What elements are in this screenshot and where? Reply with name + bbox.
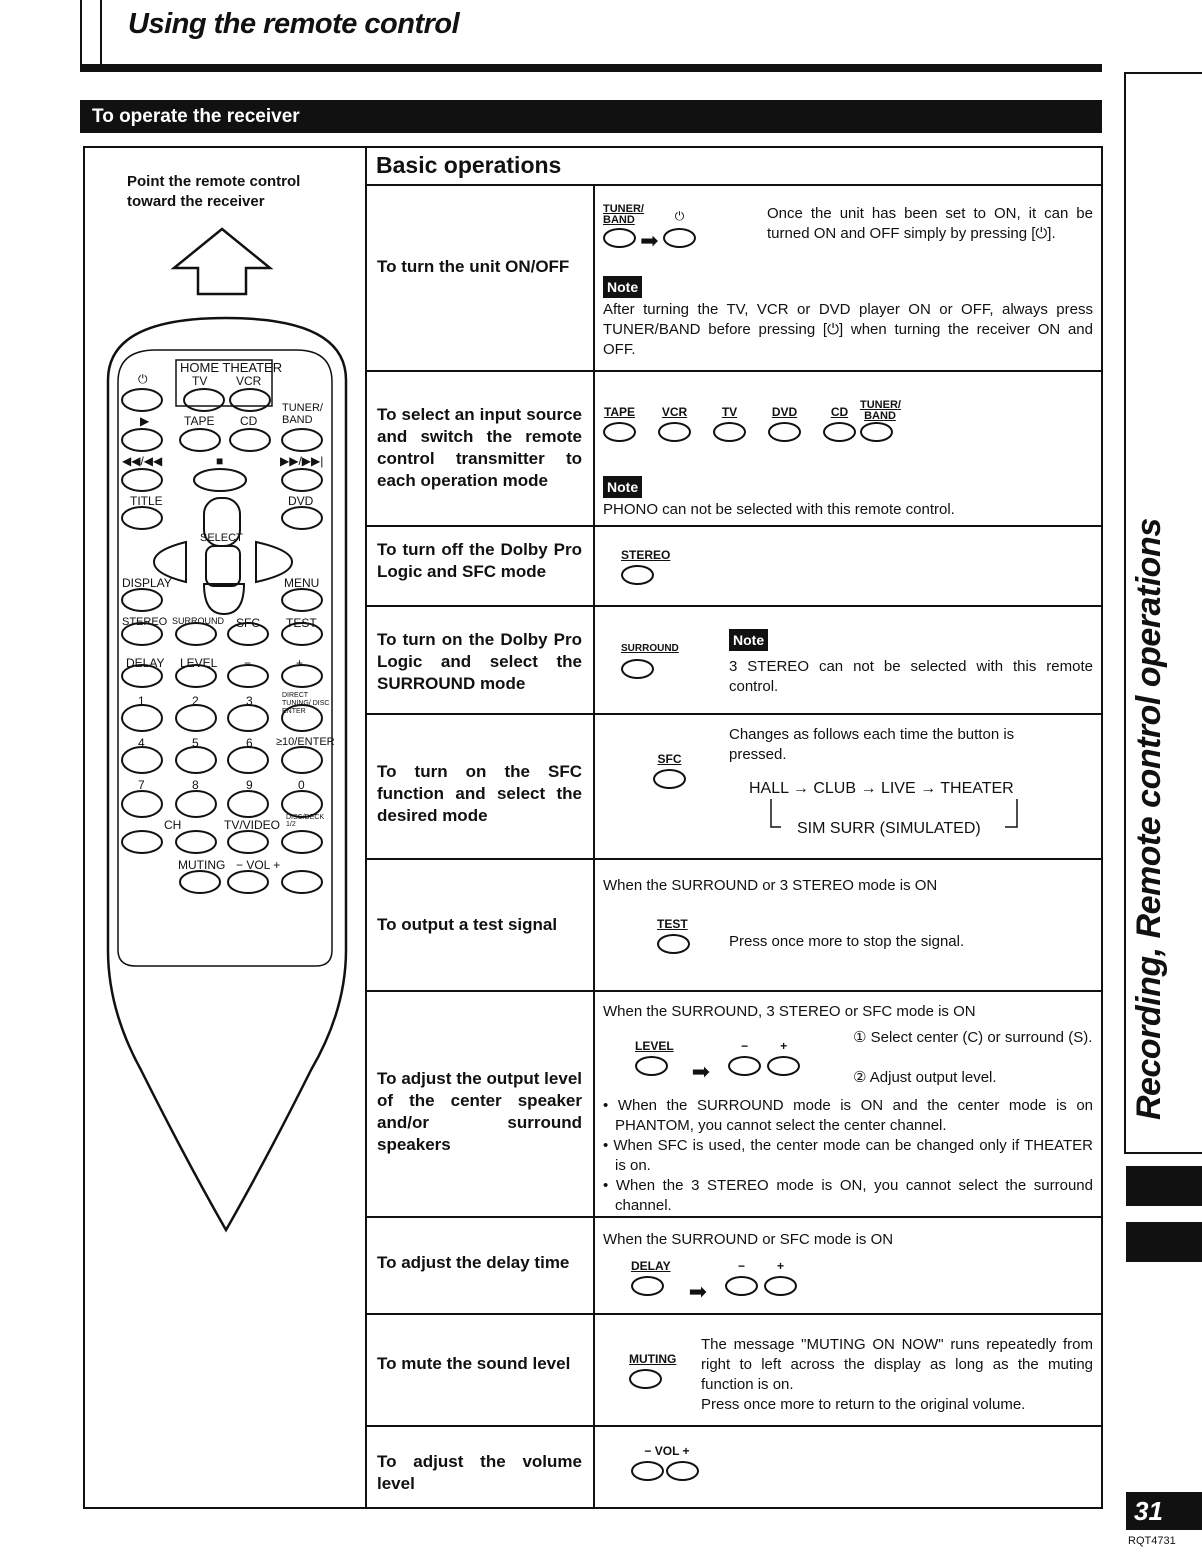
operation-description: The message "MUTING ON NOW" runs repeatedly from right to left across the display as long as the muting function is on. — [701, 1336, 1093, 1393]
operation-label: To adjust the delay time — [377, 1253, 570, 1272]
note-badge: Note — [729, 629, 768, 651]
cycle-mode: CLUB — [813, 780, 857, 797]
level-button-icon — [635, 1056, 668, 1076]
source-button: TV — [713, 402, 746, 448]
sim-surr-mode: SIM SURR (SIMULATED) — [797, 820, 981, 837]
plus-button-icon — [767, 1056, 800, 1076]
operation-description: Once the unit has been set to ON, it can be turned ON and OFF simply by pressing [⏻]. — [767, 205, 1093, 242]
remote-label: TAPE — [184, 414, 215, 428]
note-badge: Note — [603, 276, 642, 298]
remote-label: TV — [192, 374, 208, 388]
remote-label: CD — [240, 414, 258, 428]
sfc-button-icon — [653, 769, 686, 789]
remote-label: 2 — [192, 694, 199, 708]
remote-label: ◀◀/◀◀ — [122, 454, 163, 468]
remote-label: DIRECT TUNING/ DISC ENTER — [282, 692, 330, 715]
operation-row — [367, 1315, 1103, 1427]
page-number: 31 — [1126, 1492, 1202, 1530]
operation-label: To adjust the volume level — [377, 1452, 582, 1493]
remote-label: 8 — [192, 778, 199, 792]
bullet-list — [603, 1096, 1093, 1216]
operation-row — [367, 860, 1103, 992]
source-button: CD — [823, 402, 856, 448]
operation-row — [367, 992, 1103, 1218]
remote-label: TV/VIDEO — [224, 818, 281, 832]
cycle-mode: HALL — [749, 780, 789, 797]
remote-label: DVD — [288, 494, 314, 508]
remote-label: + — [296, 656, 304, 670]
delay-buttons: DELAY ➡ − + — [631, 1256, 861, 1302]
arrow-icon: ➡ — [640, 228, 659, 253]
dvd-button-icon — [768, 422, 801, 442]
note-text: PHONO can not be selected with this remote control. — [603, 501, 955, 518]
operation-row — [367, 1218, 1103, 1315]
condition-text: When the SURROUND or 3 STEREO mode is ON — [603, 877, 938, 894]
chapter-marker — [1126, 1166, 1202, 1206]
condition-text: When the SURROUND or SFC mode is ON — [603, 1231, 894, 1248]
remote-label: STEREO — [122, 616, 168, 628]
remote-label: DISC/DECK 1/2 — [286, 814, 325, 828]
column-divider — [593, 1427, 595, 1509]
remote-label: 7 — [138, 778, 145, 792]
operation-description: Press once more to stop the signal. — [729, 933, 965, 950]
bullet-item: • When the SURROUND mode is ON and the center mode is on PHANTOM, you cannot select the center channel. — [603, 1097, 1094, 1134]
up-arrow-icon — [170, 226, 274, 298]
chapter-side-label: Recording, Remote control operations — [1130, 518, 1168, 1120]
tuner-band-button-icon — [860, 422, 893, 442]
remote-label: ▶ — [140, 414, 150, 428]
remote-label: 4 — [138, 736, 145, 750]
point-instruction: Point the remote control toward the receiver — [127, 173, 301, 210]
column-divider — [593, 186, 595, 370]
note-text: After turning the TV, VCR or DVD player ON or OFF, always press TUNER/BAND before pressing [⏻] when turning the receiver ON and OFF. — [603, 301, 1093, 358]
button-label: TEST — [657, 917, 688, 931]
arrow-right-icon: → — [792, 780, 809, 797]
plus-button-icon — [764, 1276, 797, 1296]
remote-label: VCR — [236, 374, 262, 388]
remote-label: CH — [164, 818, 182, 832]
power-icon: ⏻ — [138, 372, 148, 386]
remote-label: TUNER/ BAND — [282, 402, 323, 426]
arrow-icon: ➡ — [688, 1279, 708, 1304]
cycle-mode: THEATER — [940, 780, 1014, 797]
remote-label: 9 — [246, 778, 253, 792]
remote-label: SFC — [236, 616, 260, 630]
remote-label: MENU — [284, 576, 320, 590]
note-badge: Note — [603, 476, 642, 498]
button-label: SURROUND — [621, 643, 679, 654]
remote-label: 0 — [298, 778, 305, 792]
note-text: 3 STEREO can not be selected with this remote control. — [729, 658, 1093, 695]
source-button: TUNER/ BAND — [860, 400, 900, 448]
button-label: − VOL + — [644, 1444, 690, 1458]
operation-row — [367, 715, 1103, 860]
step-text: ② Adjust output level. — [853, 1069, 997, 1086]
source-button: DVD — [768, 402, 801, 448]
remote-label: SELECT — [200, 532, 243, 544]
stereo-button-icon — [621, 565, 654, 585]
side-rule — [1124, 72, 1126, 1154]
operation-label: To turn off the Dolby Pro Logic and SFC mode — [377, 540, 582, 581]
remote-label: DISPLAY — [122, 576, 172, 590]
level-buttons: LEVEL ➡ − + — [635, 1036, 865, 1082]
remote-label: − — [244, 656, 252, 670]
operation-row — [367, 186, 1103, 372]
cycle-mode: LIVE — [880, 780, 916, 797]
remote-label: ≥10/ENTER — [276, 736, 335, 748]
remote-label: 3 — [246, 694, 253, 708]
remote-label: − VOL + — [236, 858, 281, 872]
column-divider — [593, 372, 595, 525]
power-button-group — [663, 209, 703, 254]
remote-label: TEST — [286, 616, 317, 630]
section-title: To operate the receiver — [80, 100, 1102, 133]
bullet-item: • When SFC is used, the center mode can be changed only if THEATER is on. — [603, 1137, 1093, 1174]
arrow-icon: ➡ — [691, 1059, 711, 1084]
header-rule-left-inner — [100, 0, 102, 64]
operation-row — [367, 372, 1103, 527]
operation-row — [367, 607, 1103, 715]
source-button: VCR — [658, 402, 691, 448]
chapter-marker — [1126, 1222, 1202, 1262]
remote-label: HOME THEATER — [180, 360, 283, 375]
page-title: Using the remote control — [128, 8, 460, 40]
remote-label: LEVEL — [180, 656, 218, 670]
tv-button-icon — [713, 422, 746, 442]
tuner-band-button-icon — [603, 228, 636, 248]
step-text: ① Select center (C) or surround (S). — [853, 1029, 1093, 1046]
column-divider — [593, 527, 595, 605]
column-divider — [593, 715, 595, 858]
operation-label: To turn the unit ON/OFF — [377, 257, 570, 276]
power-icon: ⏻ — [674, 209, 685, 223]
vol-down-button-icon — [631, 1461, 664, 1481]
vcr-button-icon — [658, 422, 691, 442]
remote-label: 1 — [138, 694, 145, 708]
operation-label: To turn on the Dolby Pro Logic and select the SURROUND mode — [377, 630, 582, 693]
test-button-icon — [657, 934, 690, 954]
remote-label: 5 — [192, 736, 199, 750]
tape-button-icon — [603, 422, 636, 442]
operation-row — [367, 1427, 1103, 1509]
button-label: STEREO — [621, 548, 671, 562]
column-divider — [593, 860, 595, 990]
remote-label: ■ — [216, 454, 224, 468]
basic-operations-heading: Basic operations — [367, 146, 1103, 186]
source-button: TAPE — [603, 402, 636, 448]
side-rule — [1124, 1152, 1202, 1154]
column-divider — [593, 1315, 595, 1425]
arrow-right-icon: → — [860, 780, 877, 797]
remote-label: 6 — [246, 736, 253, 750]
button-label: SFC — [657, 752, 682, 766]
operation-description: Press once more to return to the original volume. — [701, 1396, 1026, 1413]
remote-label: DELAY — [126, 656, 165, 670]
operation-description: Changes as follows each time the button is pressed. — [729, 726, 1015, 763]
side-rule — [1124, 72, 1202, 74]
column-divider — [593, 607, 595, 713]
delay-button-icon — [631, 1276, 664, 1296]
button-label: MUTING — [629, 1352, 677, 1366]
operation-label: To output a test signal — [377, 915, 558, 934]
operation-row — [367, 527, 1103, 607]
vol-up-button-icon — [666, 1461, 699, 1481]
operation-label: To select an input source and switch the remote control transmitter to each operation mode — [377, 405, 582, 490]
remote-label: SURROUND — [172, 616, 225, 626]
minus-button-icon — [725, 1276, 758, 1296]
header-bar — [80, 64, 1102, 72]
column-divider — [593, 1218, 595, 1313]
tuner-band-label: TUNER/ BAND — [603, 203, 644, 226]
bullet-item: • When the 3 STEREO mode is ON, you cannot select the surround channel. — [603, 1177, 1093, 1214]
header-rule-left — [80, 0, 82, 72]
remote-label: MUTING — [178, 858, 226, 872]
operation-label: To turn on the SFC function and select the desired mode — [377, 762, 582, 825]
power-button-icon — [663, 228, 696, 248]
remote-label: TITLE — [130, 494, 163, 508]
sfc-cycle — [749, 779, 1093, 799]
surround-button-icon — [621, 659, 654, 679]
arrow-right-icon: → — [920, 780, 937, 797]
condition-text: When the SURROUND, 3 STEREO or SFC mode is ON — [603, 1003, 976, 1020]
minus-button-icon — [728, 1056, 761, 1076]
cd-button-icon — [823, 422, 856, 442]
operation-label: To adjust the output level of the center speaker and/or surround speakers — [377, 1069, 582, 1154]
document-id: RQT4731 — [1128, 1535, 1176, 1547]
remote-label: ▶▶/▶▶| — [280, 454, 324, 468]
column-divider — [593, 992, 595, 1216]
muting-button-icon — [629, 1369, 662, 1389]
operation-label: To mute the sound level — [377, 1354, 571, 1373]
remote-labels — [96, 310, 358, 910]
